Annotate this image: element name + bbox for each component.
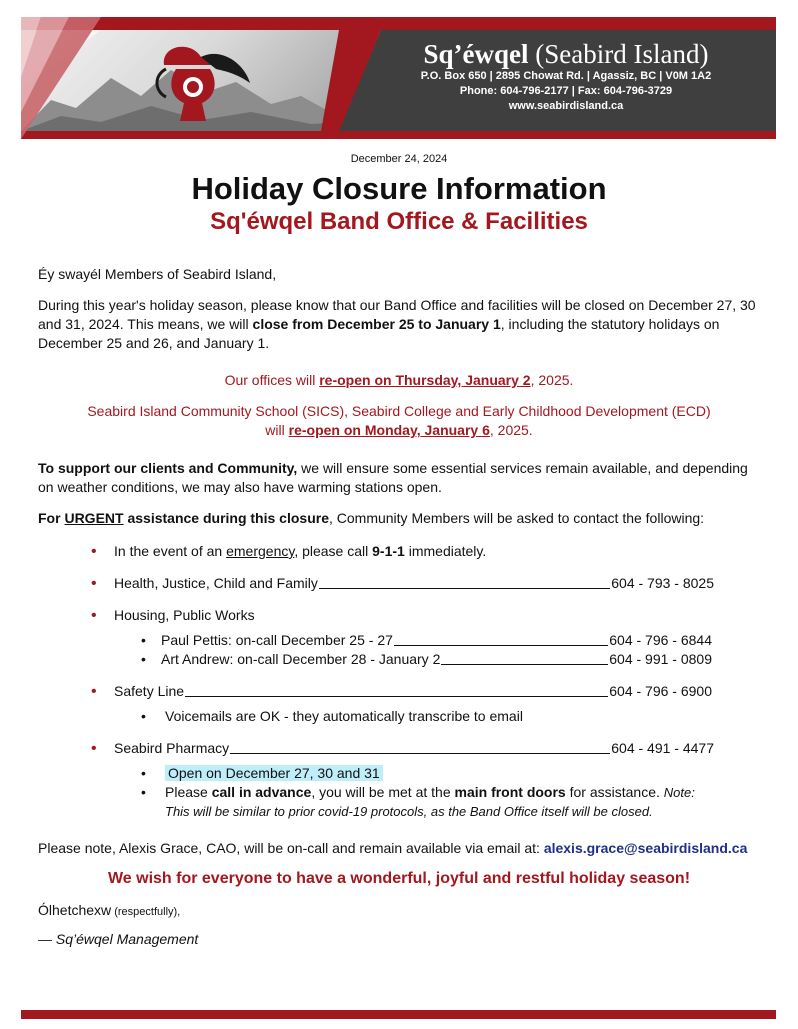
seabird-logo-icon [146,35,256,135]
safety-line-contact: • Safety Line 604 - 796 - 6900 [38,682,760,701]
pharmacy-instructions: • Please call in advance, you will be met at the main front doors for assistance. Note: This will be similar to prior covid-19 protocols, as the Band Office itself will be closed. [38,783,760,821]
health-contact: • Health, Justice, Child and Family 604 - 793 - 8025 [38,574,760,593]
letterhead-banner [21,17,776,139]
holiday-wish: We wish for everyone to have a wonderful, joyful and restful holiday season! [107,870,691,887]
address-line: P.O. Box 650 | 2895 Chowat Rd. | Agassiz, BC | V0M 1A2 [420,70,712,82]
art-andrew-contact: • Art Andrew: on-call December 28 - January 2 604 - 991 - 0809 [38,650,760,669]
page-title: Holiday Closure Information [191,171,607,206]
signature: — Sq’éwqel Management [38,931,199,947]
page-subtitle: Sq'éwqel Band Office & Facilities [210,208,588,235]
letterhead-text [376,39,756,114]
cao-notice: Please note, Alexis Grace, CAO, will be on-call and remain available via email at: alexis.grace@seabirdisland.ca [38,840,748,856]
pharmacy-hours: • Open on December 27, 30 and 31 [38,764,760,783]
signoff: Ólhetchexw (respectfully), [38,902,181,918]
school-reopen-notice: Seabird Island Community School (SICS), Seabird College and Early Childhood Development (ECD) will re-open on Monday, January 6, 2025. [87,403,711,438]
pharmacy-contact: • Seabird Pharmacy 604 - 491 - 4477 [38,739,760,758]
support-paragraph: To support our clients and Community, we will ensure some essential services remain available, and depending on weather conditions, we may also have warming stations open. [38,460,748,495]
footer-bar [21,1010,776,1019]
letter-date: December 24, 2024 [350,153,448,165]
cao-email-link[interactable]: alexis.grace@seabirdisland.ca [543,840,748,856]
office-reopen-notice: Our offices will re-open on Thursday, January 2, 2025. [224,372,574,388]
paul-pettis-contact: • Paul Pettis: on-call December 25 - 27 604 - 796 - 6844 [38,631,760,650]
housing-contact: • Housing, Public Works [38,606,760,625]
urgent-intro: For URGENT assistance during this closure, Community Members will be asked to contact the following: [38,510,705,526]
contact-list [38,542,760,821]
closure-paragraph: During this year's holiday season, please know that our Band Office and facilities will be closed on December 27, 30 and 31, 2024. This means, we will close from December 25 to January 1, including the statutory holidays on December 25 and 26, and January 1. [38,297,756,351]
organization-name: Sq’éwqel (Seabird Island) [423,39,709,69]
safety-line-note: • Voicemails are OK - they automatically transcribe to email [38,707,760,726]
letter-body [38,150,760,949]
greeting: Éy swayél Members of Seabird Island, [38,266,277,282]
website-line[interactable]: www.seabirdisland.ca [508,100,624,112]
phone-fax-line: Phone: 604-796-2177 | Fax: 604-796-3729 [459,85,673,97]
emergency-item: • In the event of an emergency, please call 9-1-1 immediately. [38,542,760,561]
